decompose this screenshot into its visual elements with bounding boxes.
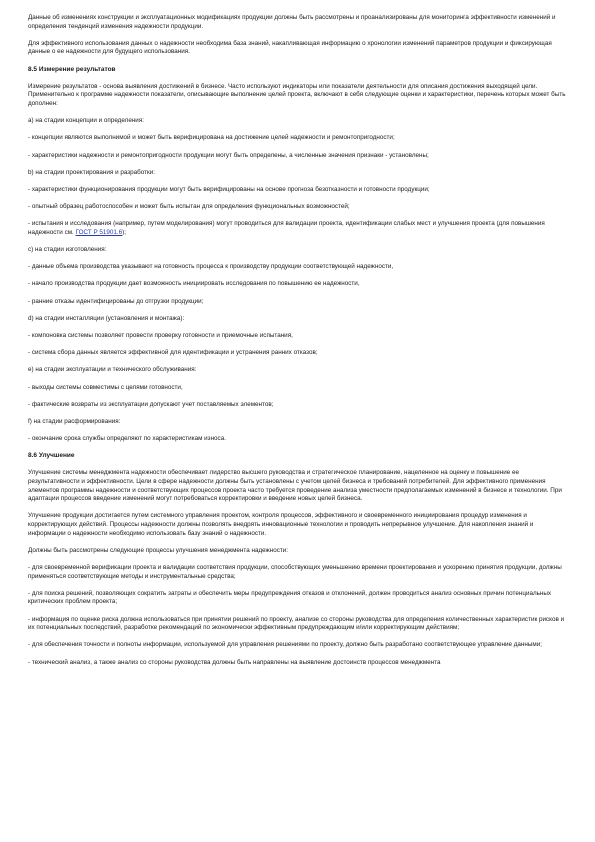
stage-c-item-1: - данные объема производства указывают на готовность процесса к производству продукции соответствующей надежности, xyxy=(28,263,394,271)
stage-e-item-1: - выходы системы совместимы с целями готовности, xyxy=(28,383,183,391)
section-8-6-paragraph-1: Улучшение системы менеджмента надежности обеспечивает лидерство высшего руководства и стратегическое планирование, нацеленное на оценку и повышение ее результативности и эффективности. Цели в сфере надежности должны быть установлены с учетом целей бизнеса и требований потребителей. Для эффективного применения элементов программы надежности и соответствующих процессов проекта часто требуется проведение анализа уместности предполагаемых изменений в бизнесе и технологии. При адаптации процессов введение изменений могут потребоваться корректировки и введение новых целей бизнеса. xyxy=(28,469,562,503)
stage-e-label: e) на стадии эксплуатации и технического обслуживания: xyxy=(28,366,197,374)
stage-f-label: f) на стадии расформирования: xyxy=(28,417,121,425)
stage-f-item-1: - окончание срока службы определяют по характеристикам износа. xyxy=(28,435,226,443)
section-8-5-intro: Измерение результатов - основа выявления достижений в бизнесе. Часто используют индикаторы или показатели деятельности для описания достижения выходящей цели. Применительно к программе надежности показатели, описывающие выполнение целей проекта, включают в себя следующие оценки и характеристики, перечень которых может быть дополнен: xyxy=(28,82,566,107)
intro-paragraph-1: Данные об изменениях конструкции и эксплуатационных модификациях продукции должны быть рассмотрены и проанализированы для мониторинга эффективности изменений и определения тенденций изменения надежности продукции. xyxy=(28,14,556,30)
stage-b-item-3-tail: ); xyxy=(122,228,127,236)
improvement-item-2: - для поиска решений, позволяющих сократить затраты и обеспечить меры предупреждения отказов и отклонений, должен проводиться анализ основных причин потенциальных критических проблем проекта; xyxy=(28,589,552,606)
improvement-item-1: - для своевременной верификации проекта и валидации соответствия продукции, способствующих уменьшению времени проектирования и ускорению принятия продукции, должны применяться соответствующие методы и инструментальные средства; xyxy=(28,564,562,580)
improvement-item-3: - информация по оценке риска должна использоваться при принятии решений по проекту, анализе со стороны руководства для определения количественных характеристик рисков и их потенциальных последствий, разработке рекомендаций по экономически эффективным предупреждающим и/или корректирующим действиям; xyxy=(28,615,565,632)
section-8-6-heading: 8.6 Улучшение xyxy=(28,452,75,460)
stage-c-label: c) на стадии изготовления: xyxy=(28,246,107,254)
stage-e-item-2: - фактические возвраты из эксплуатации допускают учет поставляемых элементов; xyxy=(28,400,274,408)
section-8-5-heading: 8.5 Измерение результатов xyxy=(28,65,116,73)
intro-paragraph-2: Для эффективного использования данных о надежности необходима база знаний, накапливающая информацию о хронологии изменений параметров продукции и фиксирующая данные о ее надежности для будущего использования. xyxy=(28,39,552,56)
stage-b-label: b) на стадии проектирования и разработки: xyxy=(28,168,156,176)
improvement-item-4: - для обеспечения точности и полноты информации, используемой для управления решениями по проекту, должно быть разработано соответствующее управление данными; xyxy=(28,641,543,649)
gost-reference-link[interactable]: ГОСТ Р 51901.6 xyxy=(75,228,123,236)
stage-d-label: d) на стадии инсталляции (установления и монтажа): xyxy=(28,314,185,322)
stage-d-item-1: - компоновка системы позволяет провести проверку готовности и приемочные испытания, xyxy=(28,331,293,339)
stage-c-item-2: - начало производства продукции дает возможность инициировать исследования по повышению ее надежности, xyxy=(28,280,360,288)
section-8-6-paragraph-3: Должны быть рассмотрены следующие процессы улучшения менеджмента надежности: xyxy=(28,546,289,554)
document-page xyxy=(28,14,568,676)
stage-b-item-1: - характеристики функционирования продукции могут быть верифицированы на основе прогноза безотказности и готовности продукции; xyxy=(28,185,430,193)
stage-b-item-2: - опытный образец работоспособен и может быть испытан для определения функциональных возможностей; xyxy=(28,203,350,211)
section-8-6-paragraph-2: Улучшение продукции достигается путем системного управления проектом, контроля процессов, эффективного и своевременного инициирования процедур изменения и корректирующих действий. Процессы надежности должны позволять внедрять инновационные технологии и проводить непрерывное улучшение. Для накопления знаний и информации о надежности необходимо использовать базу знаний о надежности. xyxy=(28,512,534,537)
stage-a-label: a) на стадии концепции и определения: xyxy=(28,117,144,125)
stage-d-item-2: - система сбора данных является эффективной для идентификации и устранения ранних отказов; xyxy=(28,349,318,357)
stage-a-item-1: - концепции являются выполнимой и может быть верифицирована на достижение целей надежности и ремонтопригодности; xyxy=(28,134,395,142)
improvement-item-5: - технический анализ, а также анализ со стороны руководства должны быть направлены на выявление достоинств процессов менеджмента xyxy=(28,658,441,666)
stage-a-item-2: - характеристики надежности и ремонтопригодности продукции могут быть определены, а численные значения признаки - установлены; xyxy=(28,151,429,159)
stage-c-item-3: - ранние отказы идентифицированы до отгрузки продукции; xyxy=(28,297,204,305)
stage-b-item-3 xyxy=(28,220,568,237)
stage-b-item-3-text: - испытания и исследования (например, путем моделирования) могут проводиться для валидации проекта, идентификации слабых мест и улучшения проекта (для повышения надежности см. xyxy=(28,220,545,236)
